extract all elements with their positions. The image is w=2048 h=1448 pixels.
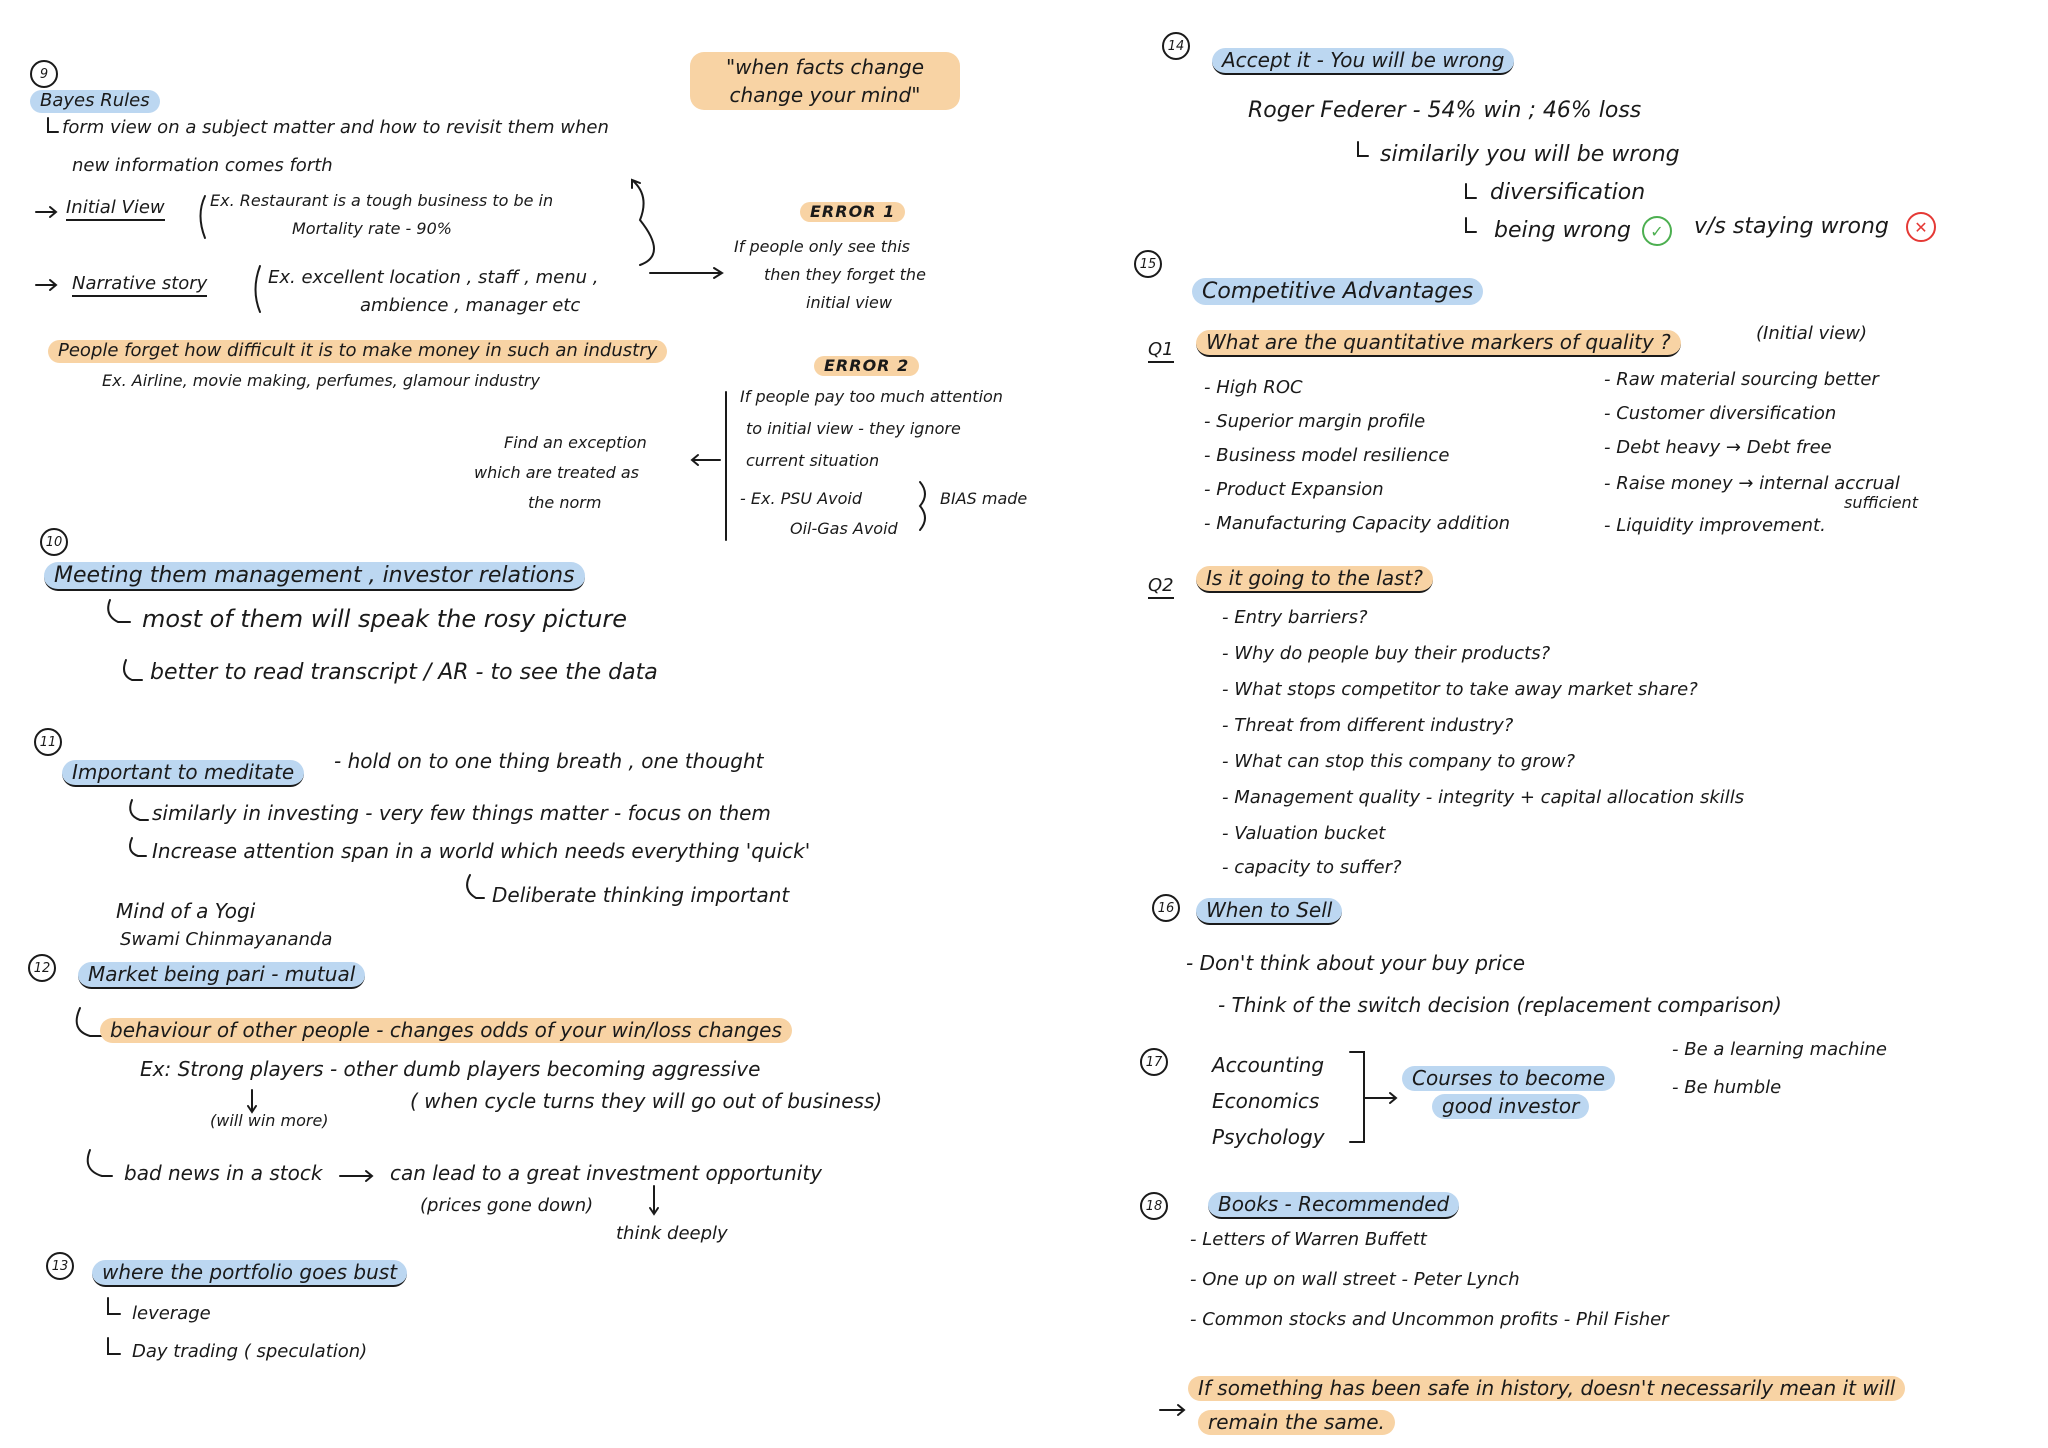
q2-item-4: - Threat from different industry? — [1222, 715, 1514, 736]
section-12-line-4: ( when cycle turns they will go out of business) — [410, 1089, 883, 1113]
section-12-line-1: behaviour of other people - changes odds of your win/loss changes — [100, 1018, 792, 1043]
section-10-title: Meeting them management , investor relations — [44, 562, 585, 591]
section-12-line-7: (prices gone down) — [420, 1195, 594, 1216]
courses-line-1: Courses to become — [1402, 1066, 1615, 1091]
section-number-15: 15 — [1134, 250, 1162, 278]
q2-label: Q2 — [1148, 576, 1174, 599]
section-18-title: Books - Recommended — [1208, 1192, 1459, 1219]
exception-line-1: Find an exception — [504, 433, 647, 452]
forget-examples: Ex. Airline, movie making, perfumes, glamour industry — [102, 371, 540, 390]
q1-left-item-2: - Superior margin profile — [1204, 411, 1426, 432]
bias-made: BIAS made — [940, 489, 1028, 508]
section-number-12: 12 — [28, 954, 56, 982]
section-13-line-1: leverage — [132, 1303, 211, 1324]
section-14-line-5: v/s staying wrong — [1694, 214, 1889, 239]
q2-item-7: - Valuation bucket — [1222, 823, 1386, 844]
section-12-line-8: think deeply — [616, 1223, 728, 1244]
error-2-line-1: If people pay too much attention — [740, 387, 1003, 406]
book-3: - Common stocks and Uncommon profits - Phil Fisher — [1190, 1309, 1669, 1330]
q1-right-item-3: - Debt heavy → Debt free — [1604, 437, 1832, 458]
initial-view-label: Initial View — [66, 198, 165, 221]
section-14-line-1: Roger Federer - 54% win ; 46% loss — [1248, 98, 1642, 123]
initial-view-example-2: Mortality rate - 90% — [292, 219, 452, 238]
x-circle-icon: ✕ — [1906, 212, 1936, 242]
forget-difficulty-line: People forget how difficult it is to make money in such an industry — [48, 340, 667, 363]
q1-right-item-2: - Customer diversification — [1604, 403, 1837, 424]
section-17-line-1: - Be a learning machine — [1672, 1039, 1887, 1060]
section-12-title: Market being pari - mutual — [78, 962, 365, 989]
section-11-line-3: Deliberate thinking important — [492, 883, 790, 907]
bayes-line-2: new information comes forth — [72, 155, 333, 176]
q2-item-3: - What stops competitor to take away market share? — [1222, 679, 1698, 700]
section-number-10: 10 — [40, 528, 68, 556]
section-14-line-4: being wrong — [1494, 218, 1631, 243]
section-15-title: Competitive Advantages — [1192, 278, 1483, 305]
courses-line-2: good investor — [1432, 1094, 1589, 1119]
section-17-line-2: - Be humble — [1672, 1077, 1782, 1098]
q1-left-item-1: - High ROC — [1204, 377, 1303, 398]
section-16-line-1: - Don't think about your buy price — [1186, 951, 1526, 975]
section-12-line-5: bad news in a stock — [124, 1161, 323, 1185]
q2-item-2: - Why do people buy their products? — [1222, 643, 1551, 664]
book-1: - Letters of Warren Buffett — [1190, 1229, 1427, 1250]
section-12-line-3: (will win more) — [210, 1111, 329, 1130]
error-1-line-1: If people only see this — [734, 237, 910, 256]
section-13-line-2: Day trading ( speculation) — [132, 1341, 368, 1362]
subject-psychology: Psychology — [1212, 1125, 1325, 1149]
section-11-title: Important to meditate — [62, 760, 304, 787]
section-16-title: When to Sell — [1196, 898, 1342, 925]
q1-note: (Initial view) — [1756, 323, 1868, 344]
section-9-title: Bayes Rules — [30, 90, 160, 113]
closing-line-1: If something has been safe in history, doesn't necessarily mean it will — [1188, 1376, 1905, 1401]
error-2-line-3: current situation — [746, 451, 880, 470]
narrative-example-1: Ex. excellent location , staff , menu , — [268, 267, 599, 288]
error-1-line-2: then they forget the — [764, 265, 926, 284]
narrative-story-label: Narrative story — [72, 274, 207, 297]
section-14-line-3: diversification — [1490, 180, 1646, 205]
narrative-example-2: ambience , manager etc — [360, 295, 581, 316]
section-number-9: 9 — [30, 60, 58, 88]
section-11-title-rest: - hold on to one thing breath , one thought — [334, 749, 764, 773]
section-number-14: 14 — [1162, 32, 1190, 60]
section-10-line-1: most of them will speak the rosy picture — [142, 605, 628, 633]
error-2-line-2: to initial view - they ignore — [746, 419, 961, 438]
error-2-label: ERROR 2 — [814, 356, 919, 376]
initial-view-example-1: Ex. Restaurant is a tough business to be in — [210, 191, 554, 210]
subject-economics: Economics — [1212, 1089, 1320, 1113]
section-14-line-2: similarily you will be wrong — [1380, 142, 1680, 167]
check-circle-icon: ✓ — [1642, 216, 1672, 246]
section-11-line-1: similarly in investing - very few things matter - focus on them — [152, 801, 771, 825]
error-1-label: ERROR 1 — [800, 202, 905, 222]
exception-line-3: the norm — [528, 493, 602, 512]
section-16-line-2: - Think of the switch decision (replacement comparison) — [1218, 993, 1782, 1017]
psu-avoid: - Ex. PSU Avoid — [740, 489, 863, 508]
section-12-line-2: Ex: Strong players - other dumb players becoming aggressive — [140, 1057, 761, 1081]
section-number-17: 17 — [1140, 1048, 1168, 1076]
q1-right-item-4-cont: sufficient — [1844, 493, 1918, 512]
q1-left-item-4: - Product Expansion — [1204, 479, 1384, 500]
q2-item-5: - What can stop this company to grow? — [1222, 751, 1576, 772]
quote-text: "when facts change change your mind" — [690, 52, 960, 110]
q2-item-8: - capacity to suffer? — [1222, 857, 1402, 878]
q2-question: Is it going to the last? — [1196, 566, 1433, 593]
q1-left-item-5: - Manufacturing Capacity addition — [1204, 513, 1511, 534]
oil-gas-avoid: Oil-Gas Avoid — [790, 519, 898, 538]
bayes-line-1: form view on a subject matter and how to revisit them when — [62, 117, 609, 138]
section-11-line-5: Swami Chinmayananda — [120, 929, 333, 950]
q1-right-item-5: - Liquidity improvement. — [1604, 515, 1826, 536]
q1-right-item-4: - Raise money → internal accrual — [1604, 473, 1900, 494]
section-number-13: 13 — [46, 1252, 74, 1280]
section-10-line-2: better to read transcript / AR - to see the data — [150, 660, 658, 685]
q1-right-item-1: - Raw material sourcing better — [1604, 369, 1879, 390]
section-number-16: 16 — [1152, 894, 1180, 922]
q2-item-6: - Management quality - integrity + capital allocation skills — [1222, 787, 1745, 808]
q2-item-1: - Entry barriers? — [1222, 607, 1368, 628]
subject-accounting: Accounting — [1212, 1053, 1325, 1077]
section-14-title: Accept it - You will be wrong — [1212, 48, 1514, 75]
q1-question: What are the quantitative markers of quality ? — [1196, 330, 1681, 357]
section-12-line-6: can lead to a great investment opportunity — [390, 1161, 822, 1185]
q1-label: Q1 — [1148, 340, 1174, 363]
section-number-18: 18 — [1140, 1192, 1168, 1220]
section-number-11: 11 — [34, 728, 62, 756]
exception-line-2: which are treated as — [474, 463, 640, 482]
q1-left-item-3: - Business model resilience — [1204, 445, 1450, 466]
error-1-line-3: initial view — [806, 293, 892, 312]
closing-line-2: remain the same. — [1198, 1410, 1395, 1435]
book-2: - One up on wall street - Peter Lynch — [1190, 1269, 1520, 1290]
section-13-title: where the portfolio goes bust — [92, 1260, 407, 1287]
section-11-line-2: Increase attention span in a world which needs everything 'quick' — [152, 839, 811, 863]
section-11-line-4: Mind of a Yogi — [116, 899, 256, 923]
